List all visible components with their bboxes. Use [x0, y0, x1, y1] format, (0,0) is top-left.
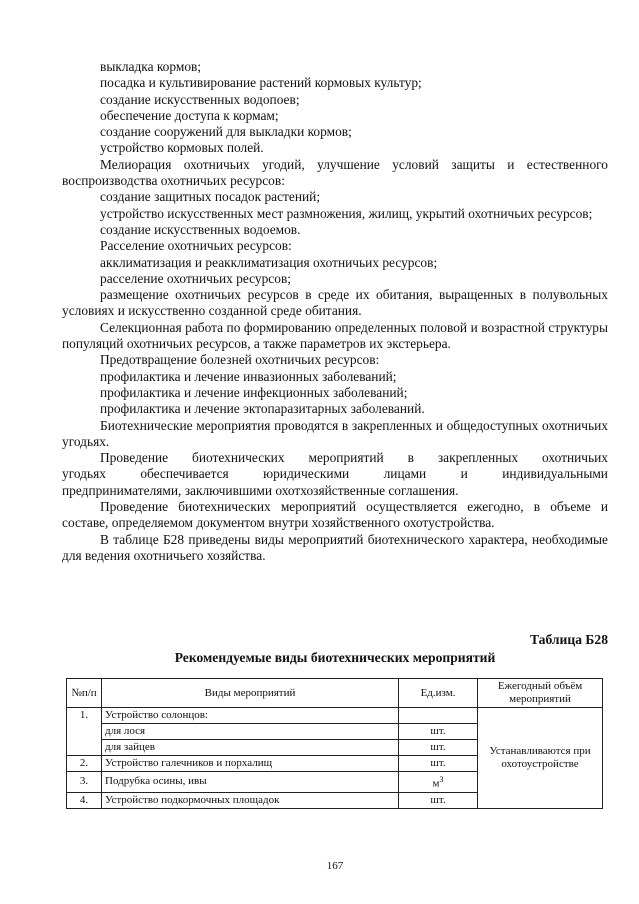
row-kind: Устройство солонцов:: [102, 708, 399, 724]
row-num: 3.: [67, 772, 102, 793]
paragraph: устройство кормовых полей.: [100, 140, 264, 156]
paragraph: создание сооружений для выкладки кормов;: [100, 124, 352, 140]
paragraph-line: предпринимателями, заключившими охотхозяйственные соглашения.: [62, 482, 459, 498]
row-kind: Подрубка осины, ивы: [102, 772, 399, 793]
page-number: 167: [326, 860, 344, 872]
row-unit-cell: [399, 772, 478, 793]
paragraph: Расселение охотничьих ресурсов:: [100, 238, 292, 254]
paragraph: посадка и культивирование растений кормовых культур;: [100, 75, 422, 91]
paragraph: Селекционная работа по формированию определенных половой и возрастной структуры популяций охотничьих ресурсов, а также параметров их экстерьера.: [62, 319, 608, 352]
row-unit: шт.: [399, 756, 478, 772]
header-kind: Виды мероприятий: [102, 679, 399, 708]
word: обеспечивается: [140, 466, 229, 482]
unit-superscript: 3: [439, 775, 444, 784]
row-unit: шт.: [399, 724, 478, 740]
paragraph: создание защитных посадок растений;: [100, 189, 321, 205]
row-unit: шт.: [399, 740, 478, 756]
paragraph: размещение охотничьих ресурсов в среде их обитания, выращенных в полувольных условиях и искусственно созданной среде обитания.: [62, 287, 608, 319]
row-unit: м: [432, 777, 440, 790]
row-kind: для зайцев: [102, 740, 399, 756]
header-unit: Ед.изм.: [399, 679, 478, 708]
row-unit: [399, 708, 478, 724]
paragraph: В таблице Б28 приведены виды мероприятий биотехнического характера, необходимые для ведения охотничьего хозяйства.: [62, 531, 608, 563]
paragraph: создание искусственных водоемов.: [100, 221, 301, 237]
paragraph: Проведение биотехнических мероприятий осуществляется ежегодно, в объеме и составе, определяемом документом внутри хозяйственного охотустройства.: [62, 499, 608, 531]
row-kind: Устройство галечников и порхалищ: [102, 756, 399, 772]
row-unit: шт.: [399, 792, 478, 808]
word: юридическими: [263, 466, 350, 482]
table-title: Рекомендуемые виды биотехнических мероприятий: [174, 650, 496, 665]
paragraph: [62, 450, 608, 499]
word: индивидуальными: [502, 466, 608, 482]
table-caption: Таблица Б28: [529, 632, 608, 647]
paragraph: расселение охотничьих ресурсов;: [100, 270, 291, 286]
paragraph: создание искусственных водопоев;: [100, 91, 300, 107]
row-num: 1.: [67, 708, 102, 756]
paragraph: выкладка кормов;: [100, 59, 202, 74]
row-kind: Устройство подкормочных площадок: [102, 792, 399, 808]
paragraph-line: [62, 466, 608, 482]
paragraph: Предотвращение болезней охотничьих ресурсов:: [100, 352, 380, 368]
paragraph-line: Проведение биотехнических мероприятий в закрепленных охотничьих: [100, 450, 608, 466]
paragraph: профилактика и лечение инфекционных заболеваний;: [100, 384, 408, 400]
row-kind: для лося: [102, 724, 399, 740]
paragraph: профилактика и лечение эктопаразитарных заболеваний.: [100, 401, 425, 417]
word: угодьях: [62, 466, 106, 482]
table-row: [67, 708, 603, 724]
paragraph: профилактика и лечение инвазионных заболеваний;: [100, 368, 397, 384]
paragraph: Мелиорация охотничьих угодий, улучшение условий защиты и естественного воспроизводства охотничьих ресурсов:: [62, 156, 608, 189]
row-num: 2.: [67, 756, 102, 772]
annual-note: Устанавливаются при охотоустройстве: [478, 708, 603, 809]
paragraph: Биотехнические мероприятия проводятся в закрепленных и общедоступных охотничьих угодьях.: [62, 417, 608, 449]
header-num: №п/п: [67, 679, 102, 708]
body-text: [62, 59, 608, 564]
word: и: [460, 466, 468, 482]
header-annual: Ежегодный объём мероприятий: [478, 679, 603, 708]
activities-table: [66, 678, 603, 809]
row-num: 4.: [67, 792, 102, 808]
paragraph: обеспечение доступа к кормам;: [100, 107, 279, 123]
table-header-row: [67, 679, 603, 708]
word: лицами: [383, 466, 427, 482]
paragraph: устройство искусственных мест размножения, жилищ, укрытий охотничьих ресурсов;: [100, 205, 593, 221]
paragraph: акклиматизация и реакклиматизация охотничьих ресурсов;: [100, 254, 438, 270]
